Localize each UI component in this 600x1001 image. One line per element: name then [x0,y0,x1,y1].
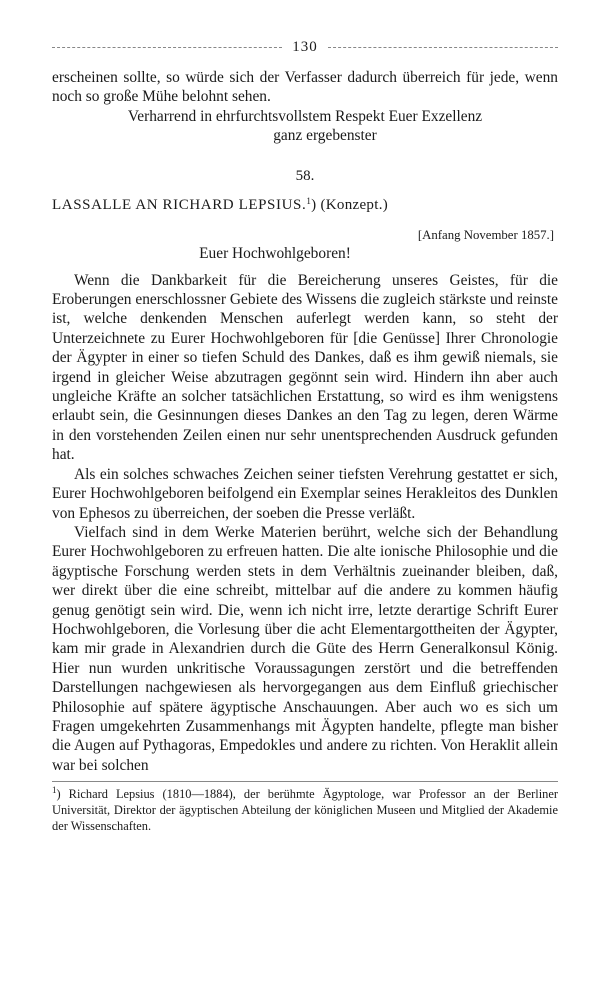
body-paragraph-3: Vielfach sind in dem Werke Materien berührt, welche sich der Behandlung Eurer Hochwohlgeboren zu erfreuen hatten. Die alte ionische Philosophie und die ägyptische Forschung werden stets in dem Verhältnis zueinander bleiben, daß, wer direkt über die eine schreibt, mittelbar auf die andere zu kommen häufig genug genötigt sein wird. Die, wenn ich nicht irre, letzte derartige Schrift Eurer Hochwohlgeboren, die Vorlesung über die acht Elementargottheiten der Ägypter, kam mir grade in Alexandrien durch die Güte des Herrn Generalkonsul König. Hier nun wurden unkritische Voraussagungen zerstört und die betreffenden Darstellungen nachgewiesen als hervorgegangen aus dem Einfluß griechischer Philosophie auf spätere ägyptische Anschauungen. Aber auch wo es sich um Fragen umgekehrten Zusammenhangs mit Ägypten handelte, pflegte man bisher die Augen auf Pythagoras, Empedokles und andere zu richten. Von Heraklit allein war bei solchen [52,523,558,774]
closing-signature-line: ganz ergebenster [273,127,377,145]
closing-line: Verharrend in ehrfurchtsvollstem Respekt Euer Exzellenz [127,107,483,125]
footnote-divider [52,781,558,782]
book-page [52,38,558,834]
footnote-marker: 1 [52,785,57,796]
salutation: Euer Hochwohlgeboren! [199,244,351,262]
footnote-text: ) Richard Lepsius (1810—1884), der berühmte Ägyptologe, war Professor an der Berliner Universität, Direktor der ägyptischen Abteilung der königlichen Museen und Mitglied der Akademie der Wissenschaften. [52,787,558,834]
footnote-reference: 1 [306,195,312,206]
letter-heading [52,197,558,214]
letter-date: [Anfang November 1857.] [417,227,554,242]
body-paragraph-1: Wenn die Dankbarkeit für die Bereicherung unseres Geistes, für die Eroberungen enerschlossner Gebiete des Wissens die zugleich stärkste und reinste ist, welche denkenden Menschen auferlegt werden kann, so steht der Unterzeichnete zu Eurer Hochwohlgeboren für [die Genüsse] Ihrer Chronologie der Ägypter in einer so tiefen Schuld des Dankes, daß es ihm gewiß niemals, sie irgend in gleicher Weise abzutragen gegönnt sein wird. Hindern ihn aber auch ungleiche Kräfte an solcher tatsächlichen Erstattung, so wird es ihm wenigstens erlaubt sein, die Gesinnungen dieses Dankes an den Tag zu legen, deren Wärme in den vorstehenden Zeilen einen nur sehr unentsprechenden Ausdruck gefunden hat. [52,271,558,464]
running-header [52,38,558,56]
page-number: 130 [292,39,318,55]
header-rule-left [52,47,282,48]
letter-number: 58. [295,167,315,184]
body-paragraph-2: Als ein solches schwaches Zeichen seiner tiefsten Verehrung gestattet er sich, Eurer Hochwohlgeboren beifolgend ein Exemplar seines Herakleitos des Dunklen von Ephesos zu überreichen, der soeben die Presse verläßt. [52,465,558,522]
letter-title-suffix: ) (Konzept.) [311,196,389,213]
footnote [52,786,558,834]
letter-title: LASSALLE AN RICHARD LEPSIUS. [52,196,307,213]
header-rule-right [328,47,558,48]
continuation-paragraph: erscheinen sollte, so würde sich der Verfasser dadurch überreich für jede, wenn noch so große Mühe belohnt sehen. [52,69,558,106]
